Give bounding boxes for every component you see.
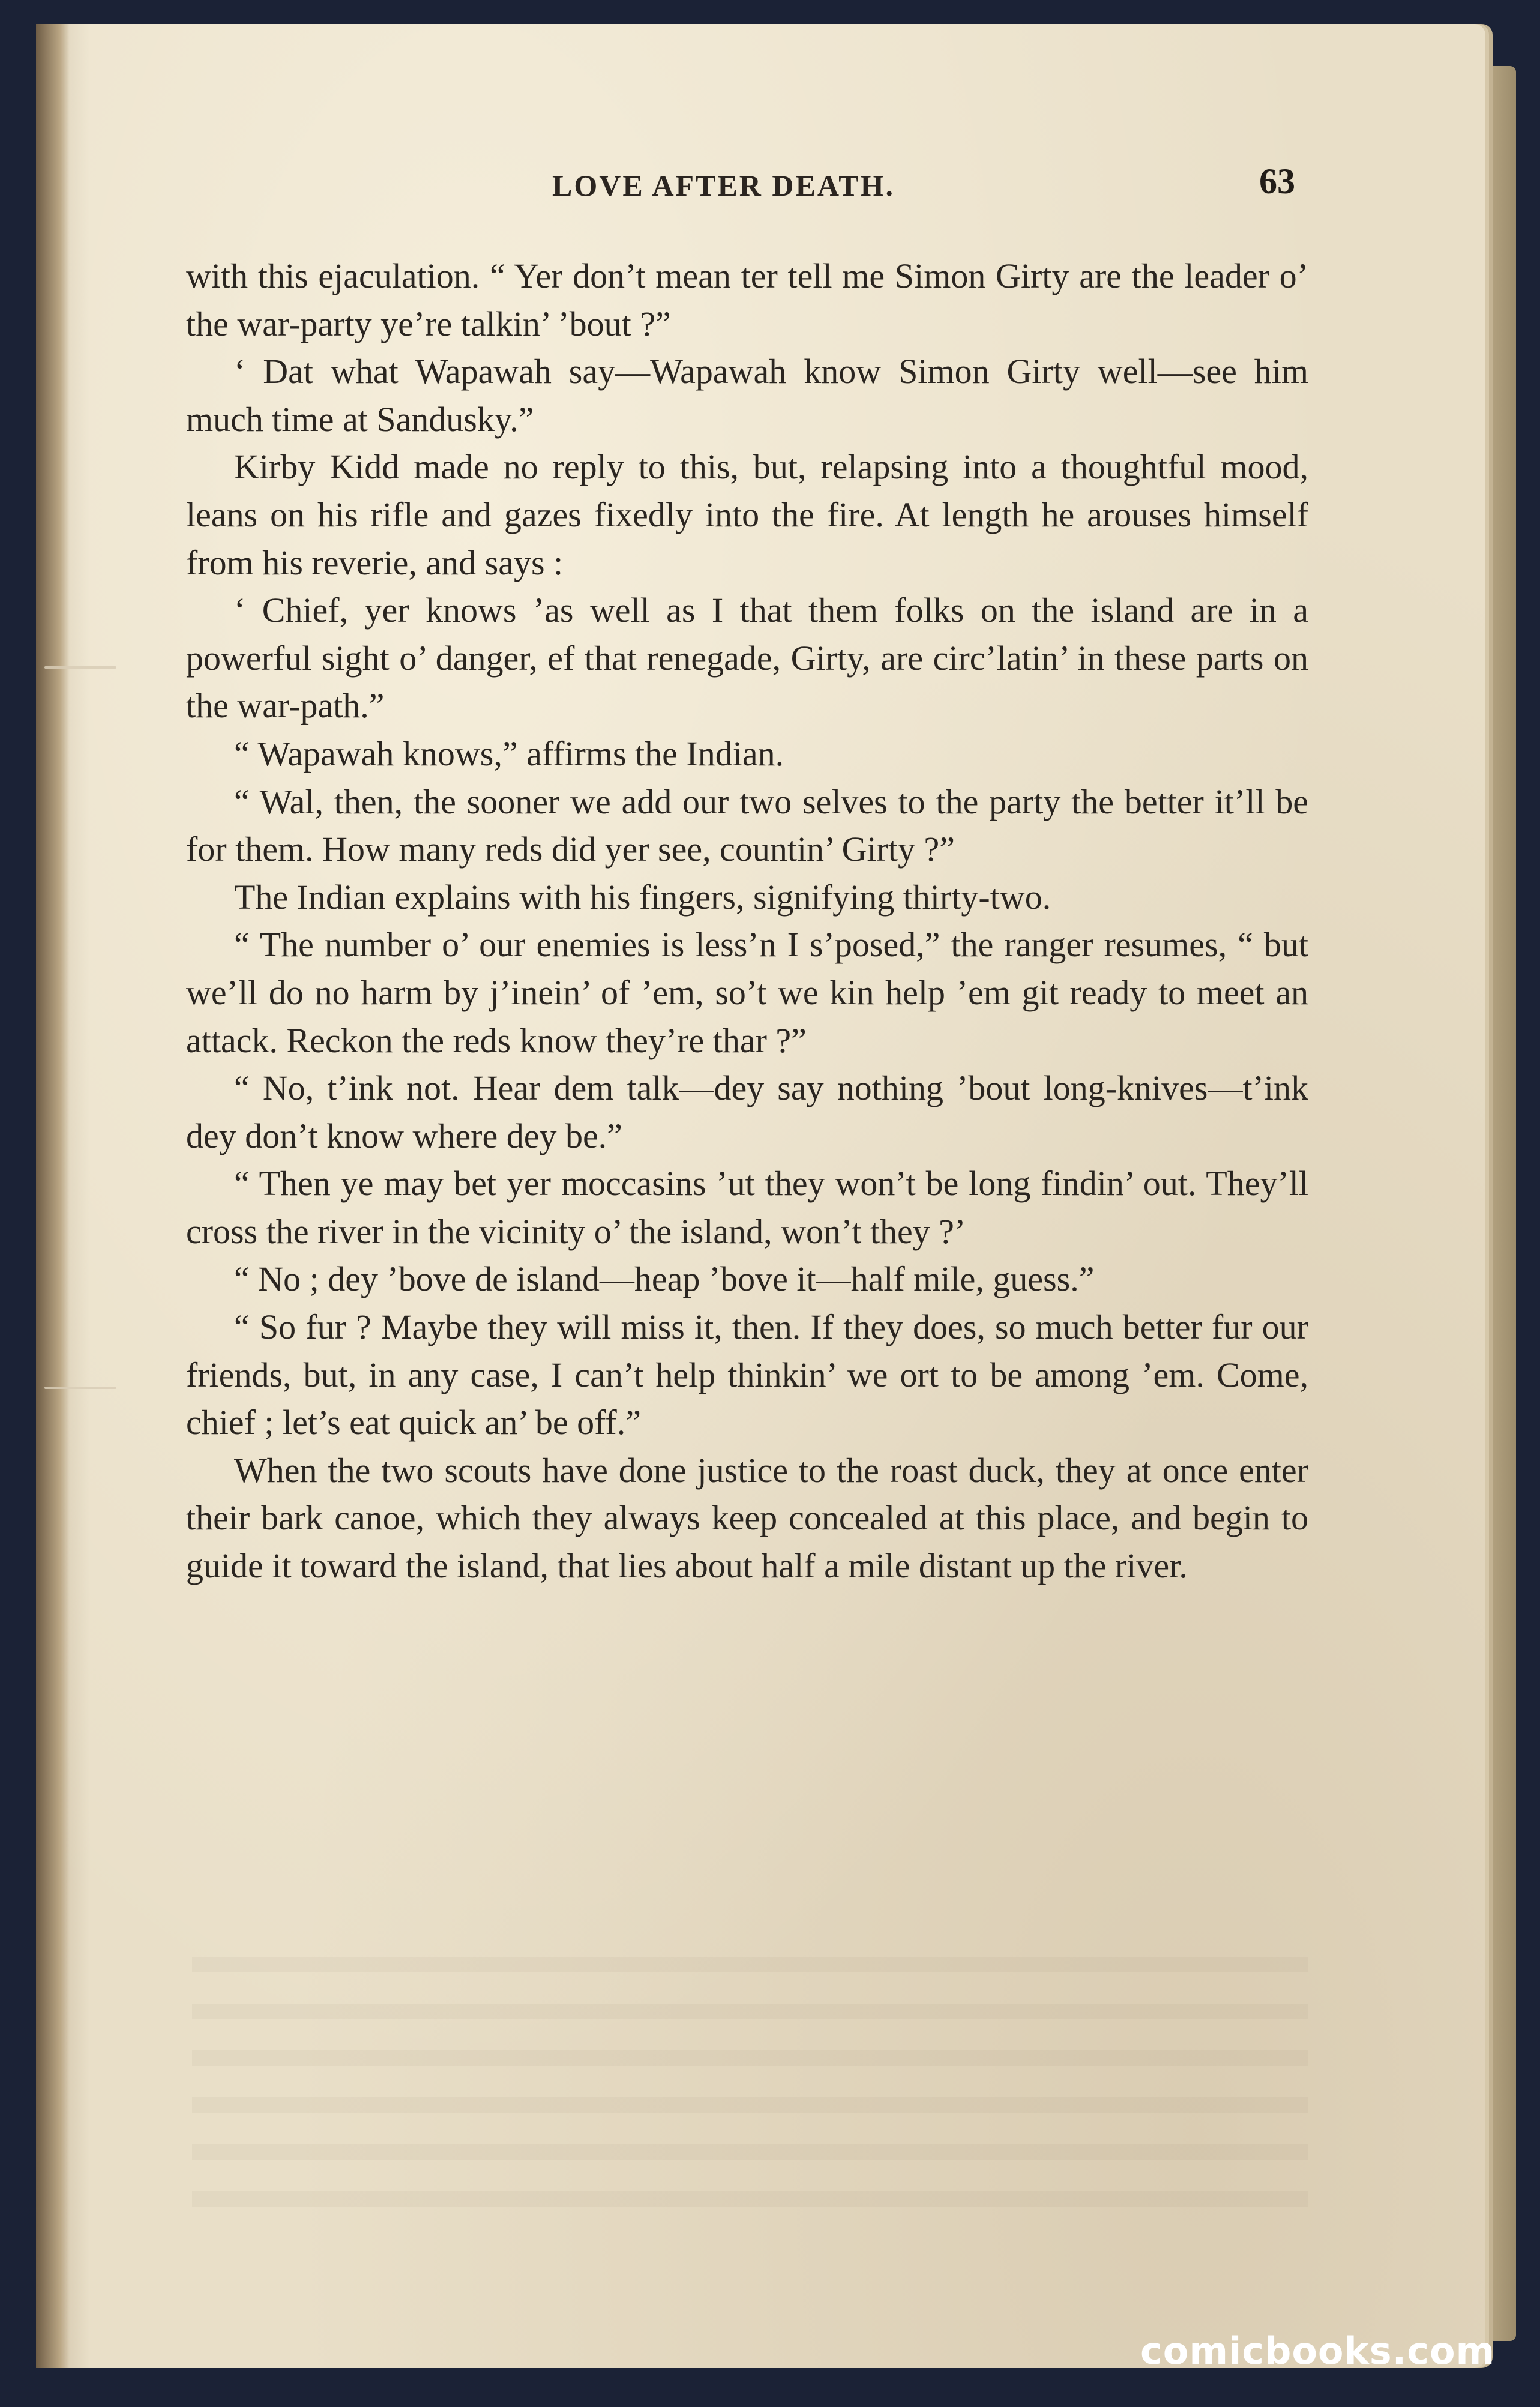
paragraph: Kirby Kidd made no reply to this, but, relapsing into a thoughtful mood, leans on his rifle and gazes fixedly into the fire. At length he arouses himself from his reverie, and says : (186, 447, 1308, 582)
show-through-text (192, 1957, 1308, 2233)
paragraph: “ The number o’ our enemies is less’n I s’posed,” the ranger resumes, “ but we’ll do no harm by j’inein’ of ’em, so’t we kin help ’em git ready to meet an attack. Reckon the reds know they’re thar ?” (186, 925, 1308, 1060)
paragraph: “ So fur ? Maybe they will miss it, then. If they does, so much better fur our friends, but, in any case, I can’t help thinkin’ we ort to be among ’em. Come, chief ; let’s eat quick an’ be off.” (186, 1307, 1308, 1442)
page-number: 63 (1259, 161, 1295, 201)
paragraph: “ Wapawah knows,” affirms the Indian. (234, 734, 784, 773)
paragraph: “ Wal, then, the sooner we add our two selves to the party the better it’ll be for them. How many reds did yer see, countin’ Girty ?” (186, 782, 1308, 869)
site-watermark: comicbooks.com (1140, 2329, 1496, 2373)
binding-thread (44, 1387, 116, 1389)
paragraph: When the two scouts have done justice to the roast duck, they at once enter their bark canoe, which they always keep concealed at this place, and begin to guide it toward the island, that lies about half a mile distant up the river. (186, 1450, 1308, 1586)
binding-thread (44, 666, 116, 669)
paragraph: ‘ Chief, yer knows ’as well as I that them folks on the island are in a powerful sight o’ danger, ef that renegade, Girty, are circ’latin’ in these parts on the war-path.” (186, 591, 1308, 726)
paragraph: ‘ Dat what Wapawah say—Wapawah know Simon Girty well—see him much time at Sandusky.” (186, 352, 1308, 439)
paragraph: “ No, t’ink not. Hear dem talk—dey say nothing ’bout long-knives—t’ink dey don’t know where dey be.” (186, 1068, 1308, 1155)
paragraph: with this ejaculation. “ Yer don’t mean ter tell me Simon Girty are the leader o’ the war-party ye’re talkin’ ’bout ?” (186, 256, 1308, 343)
body-text (186, 252, 1308, 1590)
binding-gutter (36, 24, 70, 2368)
running-title: LOVE AFTER DEATH. (552, 169, 895, 202)
paragraph: The Indian explains with his fingers, signifying thirty-two. (234, 877, 1051, 917)
paragraph: “ No ; dey ’bove de island—heap ’bove it—half mile, guess.” (234, 1259, 1095, 1299)
book-page (36, 24, 1485, 2368)
paragraph: “ Then ye may bet yer moccasins ’ut they won’t be long findin’ out. They’ll cross the river in the vicinity o’ the island, won’t they ?’ (186, 1164, 1308, 1251)
